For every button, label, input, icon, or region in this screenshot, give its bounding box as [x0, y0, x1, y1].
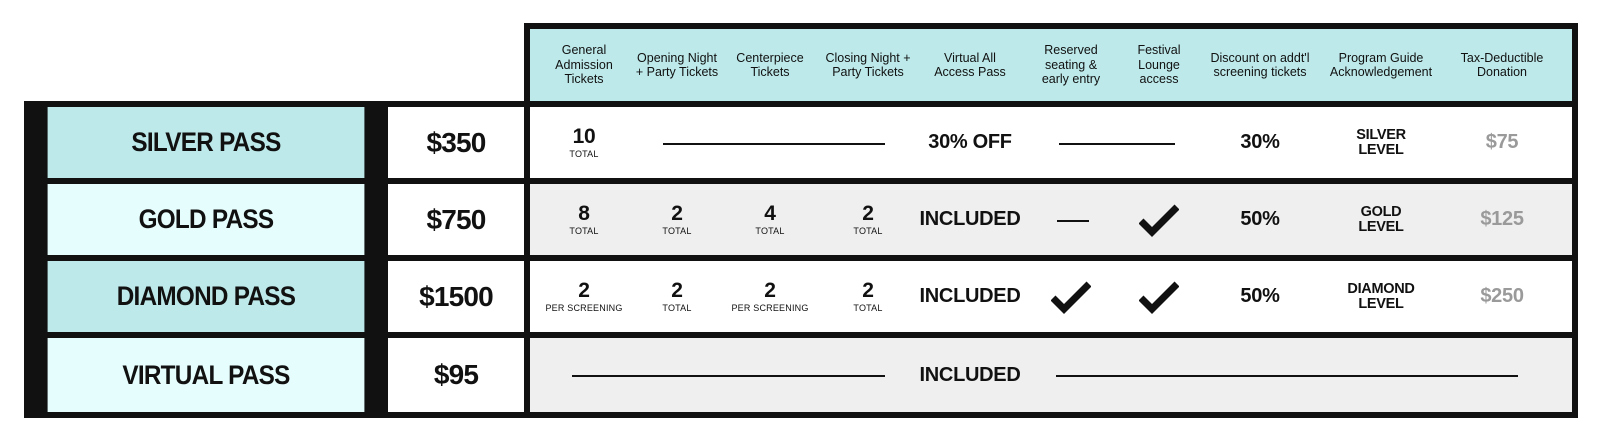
- gold-level-line1: GOLD: [1360, 203, 1402, 220]
- checkmark-icon: [1139, 280, 1179, 314]
- silver-level-line1: SILVER: [1356, 126, 1406, 143]
- gold-opening-value: 2: [671, 201, 683, 225]
- header-general-admission: General Admission Tickets: [555, 43, 613, 87]
- diamond-level-line2: LEVEL: [1358, 295, 1404, 312]
- checkmark-icon: [1051, 280, 1091, 314]
- header-discount: Discount on addt'l screening tickets: [1210, 50, 1310, 79]
- header-opening-night: Opening Night + Party Tickets: [635, 50, 719, 79]
- gold-donation: $125: [1480, 208, 1524, 230]
- header-centerpiece: Centerpiece Tickets: [736, 50, 804, 79]
- gold-centerpiece: [727, 184, 813, 255]
- gold-ga-value: 8: [578, 201, 590, 225]
- diamond-discount: 50%: [1240, 285, 1280, 307]
- gold-level-line2: LEVEL: [1358, 218, 1404, 235]
- diamond-general-admission: [541, 261, 627, 332]
- gold-ga-unit: TOTAL: [569, 225, 599, 236]
- diamond-virtual: INCLUDED: [919, 285, 1021, 307]
- gold-centerpiece-value: 4: [764, 201, 776, 225]
- pass-price-silver: $350: [388, 107, 524, 178]
- diamond-opening-unit: TOTAL: [662, 302, 692, 313]
- diamond-centerpiece-value: 2: [764, 278, 776, 302]
- virtual-virtual: INCLUDED: [919, 363, 1021, 386]
- diamond-centerpiece: [727, 261, 813, 332]
- header-virtual-access: Virtual All Access Pass: [934, 50, 1006, 79]
- silver-general-admission: [541, 107, 627, 178]
- silver-virtual: 30% OFF: [928, 131, 1012, 153]
- silver-discount: 30%: [1240, 131, 1280, 153]
- silver-ga-value: 10: [572, 124, 596, 148]
- pass-price-virtual: $95: [388, 338, 524, 412]
- diamond-closing-value: 2: [862, 278, 874, 302]
- pass-name-gold: GOLD PASS: [48, 184, 365, 255]
- header-lounge-access: Festival Lounge access: [1137, 43, 1181, 87]
- virtual-not-included-line-right: [1056, 375, 1518, 377]
- gold-opening-night: [632, 184, 722, 255]
- gold-reserved-not-included: [1057, 220, 1089, 222]
- header-closing-night: Closing Night + Party Tickets: [825, 50, 911, 79]
- silver-donation: $75: [1485, 131, 1519, 153]
- diamond-donation: $250: [1480, 285, 1524, 307]
- silver-not-included-line: [663, 143, 885, 145]
- pass-name-diamond: DIAMOND PASS: [48, 261, 365, 332]
- diamond-centerpiece-unit: PER SCREENING: [731, 302, 809, 313]
- diamond-closing-night: [818, 261, 918, 332]
- silver-not-included-line-2: [1059, 143, 1175, 145]
- diamond-opening-value: 2: [671, 278, 683, 302]
- pass-name-silver: SILVER PASS: [48, 107, 365, 178]
- silver-program-guide: [1322, 107, 1440, 178]
- header-program-guide: Program Guide Acknowledgement: [1329, 50, 1433, 79]
- diamond-closing-unit: TOTAL: [853, 302, 883, 313]
- silver-ga-unit: TOTAL: [569, 148, 599, 159]
- pass-price-diamond: $1500: [388, 261, 524, 332]
- checkmark-icon: [1139, 203, 1179, 237]
- gold-closing-value: 2: [862, 201, 874, 225]
- diamond-ga-unit: PER SCREENING: [545, 302, 623, 313]
- diamond-program-guide: [1322, 261, 1440, 332]
- diamond-opening-night: [632, 261, 722, 332]
- header-reserved-seating: Reserved seating & early entry: [1041, 43, 1101, 87]
- header-donation: Tax-Deductible Donation: [1460, 50, 1544, 79]
- virtual-not-included-line-left: [572, 375, 885, 377]
- gold-program-guide: [1322, 184, 1440, 255]
- diamond-ga-value: 2: [578, 278, 590, 302]
- silver-level-line2: LEVEL: [1358, 141, 1404, 158]
- gold-opening-unit: TOTAL: [662, 225, 692, 236]
- pass-price-gold: $750: [388, 184, 524, 255]
- diamond-level-line1: DIAMOND: [1347, 280, 1415, 297]
- gold-general-admission: [541, 184, 627, 255]
- gold-discount: 50%: [1240, 208, 1280, 230]
- gold-closing-unit: TOTAL: [853, 225, 883, 236]
- pass-name-virtual: VIRTUAL PASS: [48, 338, 365, 412]
- gold-centerpiece-unit: TOTAL: [755, 225, 785, 236]
- gold-virtual: INCLUDED: [919, 208, 1021, 230]
- gold-closing-night: [818, 184, 918, 255]
